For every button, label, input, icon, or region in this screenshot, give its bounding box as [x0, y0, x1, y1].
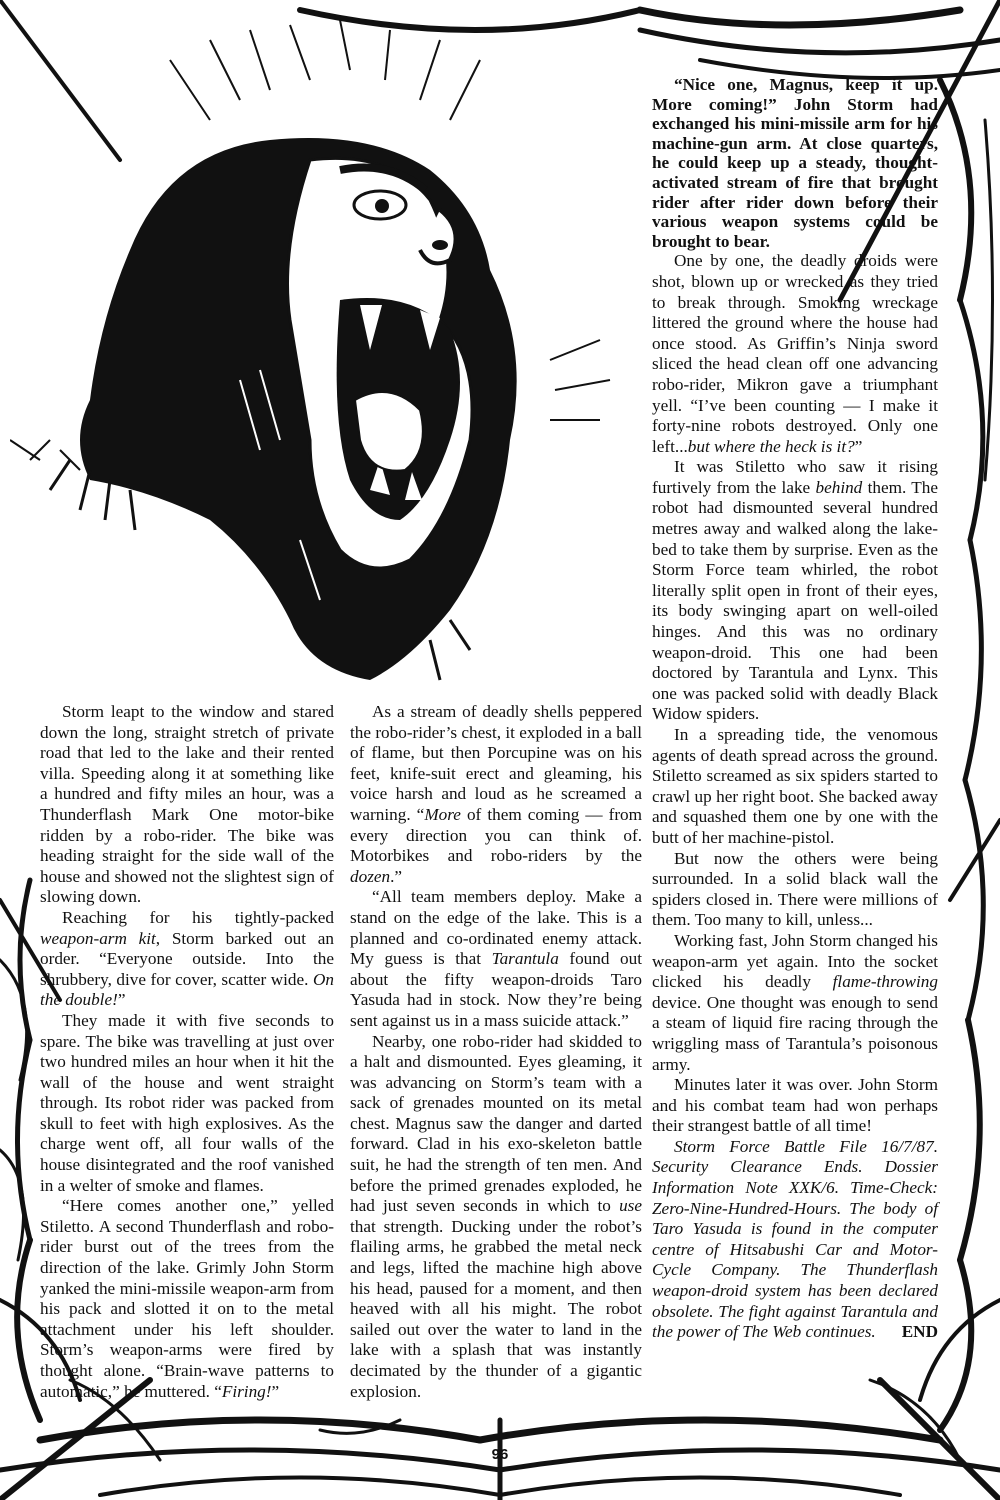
paragraph: They made it with five seconds to spare. The bike was travelling at just over two hundred miles an hour when it hit the wall of the house and went straight through. Its robot rider was packed from skull to feet with high explosives. As the charge went off, all four walls of the house disintegrated and the roof vanished in a welter of smoke and flames. — [40, 1010, 334, 1195]
paragraph: As a stream of deadly shells peppered the robo-rider’s chest, it exploded in a ball of flame, but then Porcupine was on his feet, knife-suit erect and gleaming, his voice harsh and loud as he screamed a warning. “More of them coming — from every direction you can think of. Motorbikes and robo-riders by the dozen.” — [350, 702, 643, 886]
paragraph: “Here comes another one,” yelled Stiletto. A second Thunderflash and robo-rider burst out of the trees from the direction of the lake. Grimly John Storm yanked the mini-missile weapon-arm from his pack and slotted it on to the metal attachment under his left shoulder. Storm’s weapon-arms were fired by thought alone. “Brain-wave patterns to automatic,” he muttered. “Firing!” — [40, 1196, 334, 1401]
paragraph: Minutes later it was over. John Storm and his combat team had won perhaps their strangest battle of all time! — [652, 1075, 938, 1136]
paragraph: Nearby, one robo-rider had skidded to a halt and dismounted. Eyes gleaming, it was advancing on Storm’s team with a sack of grenades mounted on its metal chest. Magnus saw the danger and darted forward. Clad in his exo-skeleton battle suit, he had the strength of ten men. And before the primed grenades exploded, he had just seven seconds in which to use that strength. Ducking under the robot’s flailing arms, he grabbed the metal neck and legs, lifted the machine high above his head, paused for a moment, and then heaved with all his might. The robot sailed out over the water to land in the lake with a splash that was instantly decimated by the thunder of a gigantic explosion. — [350, 1031, 642, 1401]
text-column-2 — [350, 702, 642, 1472]
paragraph: But now the others were being surrounded. In a solid black wall the spiders closed in. There were millions of them. Too many to kill, unless... — [652, 848, 938, 930]
paragraph: In a spreading tide, the venomous agents of death spread across the ground. Stiletto screamed as six spiders started to crawl up her right boot. She backed away and squashed them one by one with the butt of her machine-pistol. — [652, 725, 938, 847]
end-marker: END — [901, 1322, 938, 1342]
paragraph: It was Stiletto who saw it rising furtively from the lake behind them. The robot had dismounted several hundred metres away and walked along the lake-bed to take them by surprise. Even as the Storm Force team whirled, the robot literally split open in front of their eyes, its body swinging apart on well-oiled hinges. And this was no ordinary weapon-droid. This one had been doctored by Tarantula and Lynx. This one was packed solid with deadly Black Widow spiders. — [652, 457, 938, 724]
text-column-1 — [40, 702, 334, 1472]
bold-lead-paragraph: “Nice one, Magnus, keep it up. More coming!” John Storm had exchanged his mini-missile arm for his machine-gun arm. At close quarters, he could keep up a steady, thought-activated stream of fire that brought rider after rider down before their various weapon systems could be brought to bear. — [652, 75, 938, 251]
paragraph: One by one, the deadly droids were shot, blown up or wrecked as they tried to break through. Smoking wreckage littered the ground where the house had once stood. As Griffin’s Ninja sword sliced the head clean off one advancing robo-rider, Mikron gave a triumphant yell. “I’ve been counting — I make it forty-nine robots destroyed. Only one left...but where the heck is it?” — [652, 251, 938, 456]
battle-file-note: Storm Force Battle File 16/7/87. Security Clearance Ends. Dossier Information Note XXK/6. Time-Check: Zero-Nine-Hundred-Hours. The body of Taro Yasuda is found in the computer centre of Hitsabushi Car and Motor-Cycle Company. The Thunderflash weapon-droid system has been declared obsolete. The fight against Tarantula and the power of The Web continues. END — [652, 1136, 938, 1342]
paragraph: Reaching for his tightly-packed weapon-arm kit, Storm barked out an order. “Everyone outside. Into the shrubbery, dive for cover, scatter wide. On the double!” — [40, 907, 334, 1010]
paragraph: Working fast, John Storm changed his weapon-arm yet again. Into the socket clicked his deadly flame-throwing device. One thought was enough to send a steam of liquid fire racing through the wriggling mass of Tarantula’s poisonous army. — [652, 930, 938, 1074]
paragraph: Storm leapt to the window and stared down the long, straight stretch of private road that led to the lake and their rented villa. Speeding along it at something like a hundred and fifty miles an hour, was a Thunderflash Mark One motor-bike ridden by a robo-rider. The bike was heading straight for the side wall of the house and showed not the slightest sign of slowing down. — [40, 702, 334, 907]
paragraph: “All team members deploy. Make a stand on the edge of the lake. This is a planned and co-ordinated enemy attack. My guess is that Tarantula found out about the fifty weapon-droids Taro Yasuda had in stock. Now they’re being sent against us in a mass suicide attack.” — [350, 887, 642, 1030]
gorilla-illustration — [10, 20, 640, 700]
text-column-3 — [652, 75, 938, 1480]
page-number: 96 — [491, 1446, 509, 1463]
